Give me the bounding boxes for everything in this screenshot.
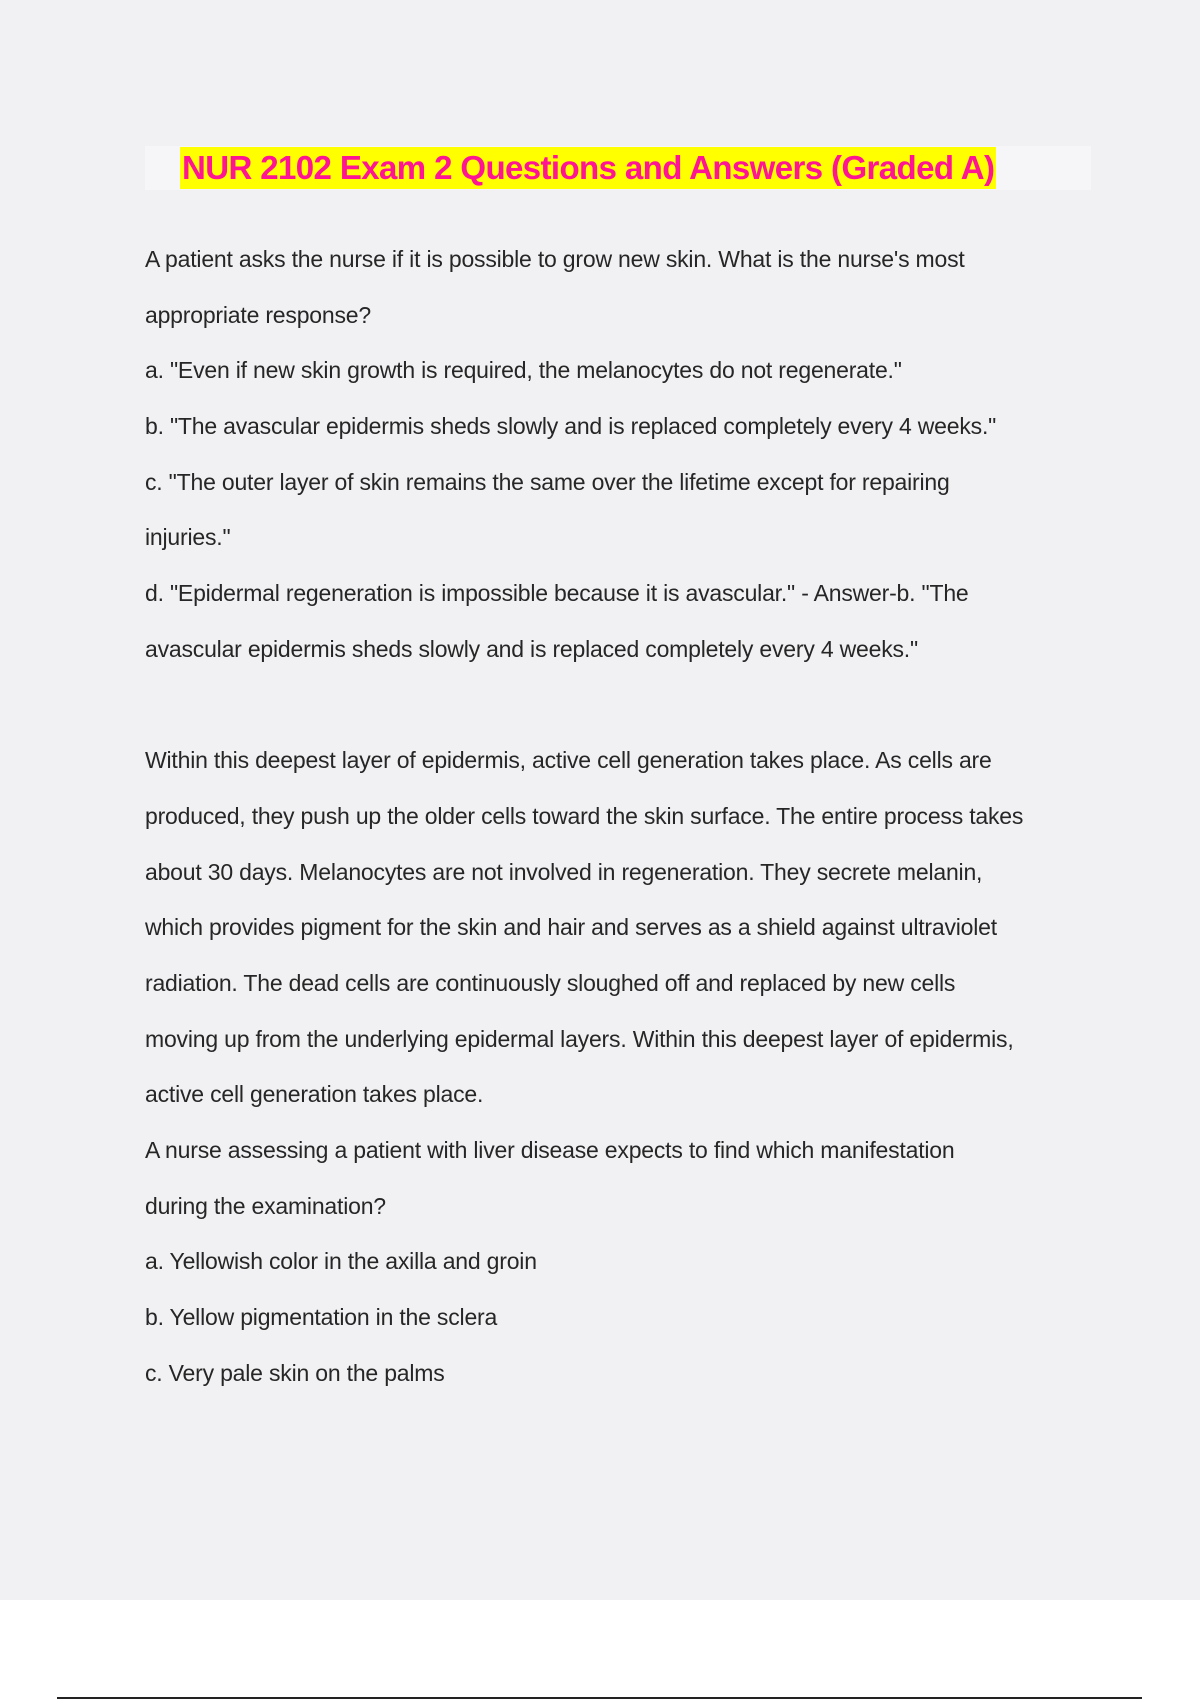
text-line: avascular epidermis sheds slowly and is replaced completely every 4 weeks." [145,635,918,662]
document-title: NUR 2102 Exam 2 Questions and Answers (Graded A) [180,147,996,189]
text-line: c. "The outer layer of skin remains the same over the lifetime except for repairing [145,468,950,495]
text-line: a. Yellowish color in the axilla and groin [145,1248,537,1275]
text-line: b. "The avascular epidermis sheds slowly and is replaced completely every 4 weeks." [145,413,997,440]
text-line: a. "Even if new skin growth is required, the melanocytes do not regenerate." [145,357,902,384]
page-bottom-strip [0,1600,1200,1700]
text-line: during the examination? [145,1192,386,1219]
text-line: b. Yellow pigmentation in the sclera [145,1304,498,1331]
text-line: A patient asks the nurse if it is possible to grow new skin. What is the nurse's most [145,246,965,272]
text-line: c. Very pale skin on the palms [145,1359,445,1386]
text-line: produced, they push up the older cells toward the skin surface. The entire process takes [145,802,1024,829]
text-line: injuries." [145,524,231,551]
paragraph-gap [145,678,1105,734]
text-line: which provides pigment for the skin and hair and serves as a shield against ultraviolet [145,914,997,941]
document-body [145,232,1105,1401]
text-line: A nurse assessing a patient with liver disease expects to find which manifestation [145,1137,955,1163]
text-line: appropriate response? [145,301,371,328]
text-line: Within this deepest layer of epidermis, active cell generation takes place. As cells are [145,747,992,774]
footer-rule [57,1697,1142,1699]
text-line: about 30 days. Melanocytes are not involved in regeneration. They secrete melanin, [145,858,983,885]
text-line: active cell generation takes place. [145,1081,484,1108]
text-line: d. "Epidermal regeneration is impossible because it is avascular." - Answer-b. "The [145,580,969,607]
text-line: radiation. The dead cells are continuously sloughed off and replaced by new cells [145,969,956,996]
text-line: moving up from the underlying epidermal layers. Within this deepest layer of epidermis, [145,1025,1014,1052]
